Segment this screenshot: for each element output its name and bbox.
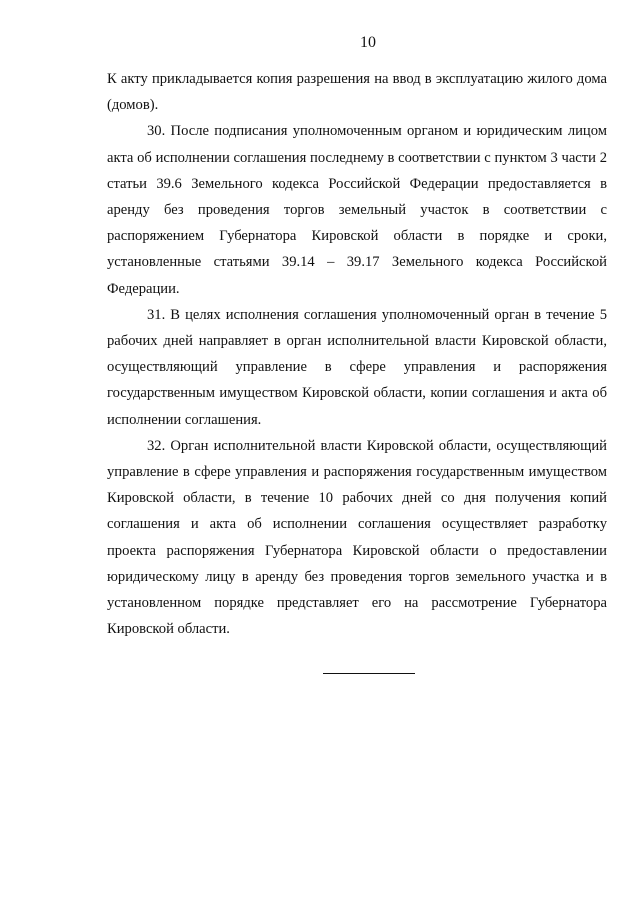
end-of-document-rule — [323, 673, 415, 674]
page-number: 10 — [360, 34, 376, 51]
paragraph-30: 30. После подписания уполномоченным органом и юридическим лицом акта об исполнении соглашения последнему в соответствии с пунктом 3 части 2 статьи 39.6 Земельного кодекса Российской Федерации предоставляется в аренду без проведения торгов земельный участок в соответствии с распоряжением Губернатора Кировской области в порядке и сроки, установленные статьями 39.14 – 39.17 Земельного кодекса Российской Федерации. — [107, 123, 607, 297]
paragraph-annex-note: К акту прикладывается копия разрешения на ввод в эксплуатацию жилого дома (домов). — [107, 71, 607, 114]
paragraph-31: 31. В целях исполнения соглашения уполномоченный орган в течение 5 рабочих дней направляет в орган исполнительной власти Кировской области, осуществляющий управление в сфере управления и распоряжения государственным имуществом Кировской области, копии соглашения и акта об исполнении соглашения. — [107, 306, 607, 428]
document-body — [107, 66, 607, 642]
paragraph-32: 32. Орган исполнительной власти Кировской области, осуществляющий управление в сфере управления и распоряжения государственным имуществом Кировской области, в течение 10 рабочих дней со дня получения копий соглашения и акта об исполнении соглашения осуществляет разработку проекта распоряжения Губернатора Кировской области о предоставлении юридическому лицу в аренду без проведения торгов земельного участка и в установленном порядке представляет его на рассмотрение Губернатора Кировской области. — [107, 437, 607, 638]
